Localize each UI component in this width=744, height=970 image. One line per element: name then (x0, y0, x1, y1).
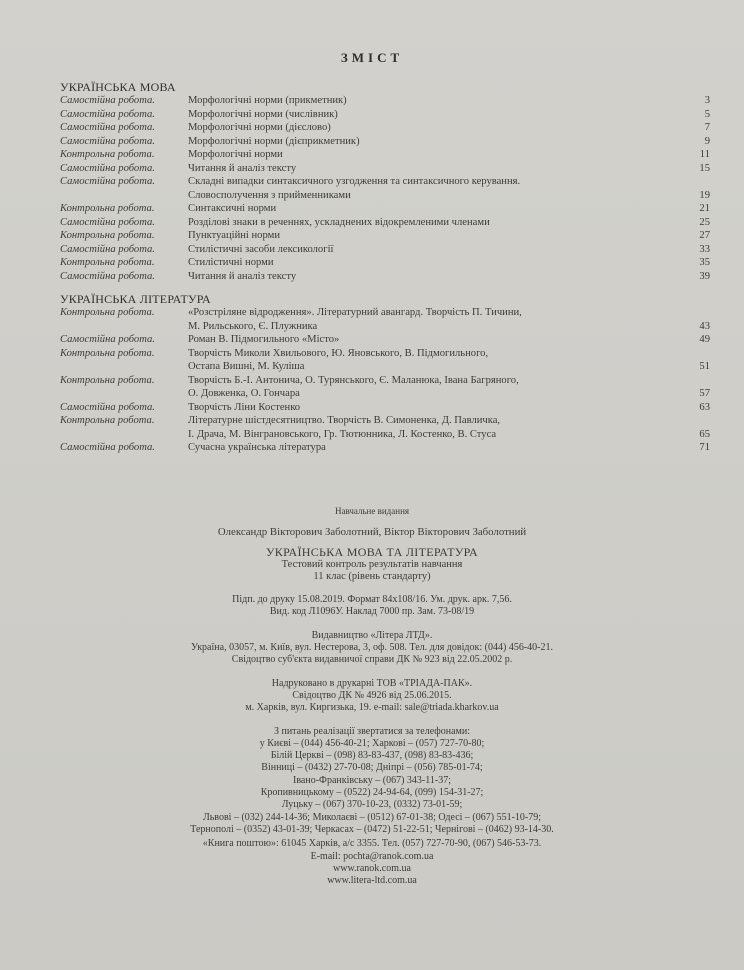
toc-entry-type: Самостійна робота. (60, 176, 155, 187)
toc-entry-title-line: Морфологічні норми (числівник) (188, 108, 338, 120)
toc-entry (60, 121, 710, 135)
toc-entry-title-line: Складні випадки синтаксичного узгодження та синтаксичного керування. (188, 176, 521, 187)
publisher-line: Україна, 03057, м. Київ, вул. Нестерова, 3, оф. 508. Тел. для довідок: (044) 456-40-21. (191, 642, 553, 654)
toc-entry-title (188, 148, 684, 162)
toc-entry-type: Контрольна робота. (60, 257, 155, 268)
section-heading: УКРАЇНСЬКА МОВА (60, 80, 176, 94)
toc-entry (60, 441, 710, 455)
toc-entry (60, 333, 710, 347)
toc-entry (60, 256, 710, 270)
toc-entry-title (188, 175, 684, 202)
book-grade: 11 клас (рівень стандарту) (313, 570, 431, 582)
toc-entry-title-line: Пунктуаційні норми (188, 230, 280, 241)
contents-title: ЗМІСТ (340, 50, 404, 65)
toc-entry-title (188, 270, 684, 284)
print-info-line: Вид. код Л1096У. Наклад 7000 пр. Зам. 73-08/19 (269, 606, 475, 618)
sales-line: Луцьку – (067) 370-10-23, (0332) 73-01-59; (281, 799, 463, 811)
toc-entry-title (188, 162, 684, 176)
toc-entry (60, 229, 710, 243)
toc-entry-type: Самостійна робота. (60, 442, 155, 453)
toc-entry-title-line: Творчість Миколи Хвильового, Ю. Яновського, В. Підмогильного, (188, 347, 489, 359)
sales-line: Івано-Франківську – (067) 343-11-37; (293, 774, 451, 786)
toc-entry-title-line: І. Драча, М. Вінграновського, Гр. Тютюнника, Л. Костенко, В. Стуса (188, 428, 497, 440)
print-info-line: Підп. до друку 15.08.2019. Формат 84x108/16. Ум. друк. арк. 7,56. (232, 594, 512, 606)
printer-line: Свідоцтво ДК № 4926 від 25.06.2015. (292, 689, 452, 701)
publisher-info (0, 630, 744, 667)
toc-entry-title-line: Морфологічні норми (дієслово) (188, 122, 331, 133)
toc-entry-title (188, 401, 684, 415)
toc-entry-page: 25 (699, 216, 710, 228)
toc-entry-page: 65 (699, 428, 710, 440)
toc-entry-type: Самостійна робота. (60, 401, 155, 413)
mail-order-line: «Книга поштою»: 61045 Харків, а/с 3355. Тел. (057) 727-70-90, (067) 546-53-73. (202, 838, 542, 850)
printer-info (0, 678, 744, 715)
toc-entry-page: 35 (699, 257, 710, 268)
sales-line: Львові – (032) 244-14-36; Миколаєві – (0512) 67-01-38; Одесі – (067) 551-10-79; (202, 811, 542, 823)
toc-list (60, 306, 710, 455)
toc-entry-page: 51 (699, 361, 710, 372)
toc-entry-title-line: Літературне шістдесятництво. Творчість В. Симоненка, Д. Павличка, (188, 415, 501, 426)
toc-entry-title (188, 347, 684, 374)
toc-entry-title-line: Морфологічні норми (188, 149, 283, 160)
toc-entry-type: Самостійна робота. (60, 95, 155, 106)
toc-entry (60, 202, 710, 216)
section-ukrainian-literature (60, 292, 710, 455)
toc-list (60, 94, 710, 283)
printer-line: Надруковано в друкарні ТОВ «ТРІАДА-ПАК». (271, 677, 473, 689)
toc-entry-title (188, 216, 684, 230)
toc-entry-page: 57 (699, 388, 710, 399)
toc-entry-title-line: Морфологічні норми (прикметник) (188, 95, 347, 106)
toc-entry-type: Самостійна робота. (60, 216, 155, 228)
sales-line: у Києві – (044) 456-40-21; Харкові – (057) 727-70-80; (259, 737, 485, 749)
toc-entry-title (188, 94, 684, 108)
toc-entry (60, 347, 710, 374)
toc-entry-type: Контрольна робота. (60, 149, 155, 160)
toc-entry-title-line: Розділові знаки в реченнях, ускладнених відокремленими членами (188, 216, 490, 228)
toc-entry-title-line: Читання й аналіз тексту (188, 162, 297, 174)
toc-entry (60, 216, 710, 230)
toc-entry (60, 374, 710, 401)
toc-entry (60, 135, 710, 149)
toc-entry-type: Контрольна робота. (60, 307, 155, 318)
toc-entry (60, 94, 710, 108)
toc-entry-title-line: Словосполучення з прийменниками (188, 189, 351, 201)
toc-entry-title (188, 441, 684, 455)
section-ukrainian-language (60, 80, 710, 283)
toc-entry-page: 63 (699, 401, 710, 413)
sales-line: З питань реалізації звертатися за телефонами: (273, 725, 471, 737)
toc-entry-title-line: О. Довженка, О. Гончара (188, 388, 300, 399)
toc-entry-title-line: «Розстріляне відродження». Літературний авангард. Творчість П. Тичини, (188, 307, 522, 318)
toc-entry (60, 306, 710, 333)
toc-entry-type: Контрольна робота. (60, 203, 155, 214)
sales-line: Кропивницькому – (0522) 24-94-64, (099) 154-31-27; (260, 787, 484, 799)
sales-line: Вінниці – (0432) 27-70-08; Дніпрі – (056) 785-01-74; (261, 762, 483, 774)
toc-entry (60, 162, 710, 176)
toc-entry-type: Контрольна робота. (60, 347, 155, 359)
toc-entry-type: Самостійна робота. (60, 270, 155, 282)
toc-entry-title-line: Синтаксичні норми (188, 203, 277, 214)
toc-entry-type: Самостійна робота. (60, 334, 155, 345)
sales-line: Білій Церкві – (098) 83-83-437, (098) 83-83-436; (270, 750, 474, 762)
toc-entry-title-line: Стилістичні норми (188, 257, 274, 268)
toc-entry-title-line: Творчість Ліни Костенко (188, 401, 301, 413)
toc-entry-title-line: Морфологічні норми (дієприкметник) (188, 135, 360, 147)
toc-entry-type: Контрольна робота. (60, 230, 155, 241)
toc-entry-page: 15 (699, 162, 710, 174)
imprint (0, 505, 744, 887)
toc-entry-title (188, 306, 684, 333)
toc-entry-title (188, 108, 684, 122)
toc-entry-title-line: Роман В. Підмогильного «Місто» (188, 334, 340, 345)
sales-line: Тернополі – (0352) 43-01-39; Черкасах – (0472) 51-22-51; Чернігові – (0462) 93-14-30. (190, 823, 554, 835)
toc-entry-title (188, 333, 684, 347)
mail-order-info (0, 838, 744, 887)
toc-entry-title-line: Остапа Вишні, М. Куліша (188, 361, 305, 372)
toc-entry-title (188, 135, 684, 149)
print-info (0, 594, 744, 619)
website-link[interactable]: www.litera-ltd.com.ua (327, 875, 417, 887)
toc-entry (60, 401, 710, 415)
toc-entry-type: Самостійна робота. (60, 108, 155, 120)
toc-entry-page: 3 (704, 95, 710, 106)
toc-entry-title (188, 202, 684, 216)
toc-entry (60, 414, 710, 441)
toc-entry-page: 33 (699, 243, 710, 255)
toc-entry-title-line: Творчість Б.-І. Антонича, О. Турянського, Є. Маланюка, Івана Багряного, (188, 374, 519, 386)
toc-entry-title (188, 414, 684, 441)
toc-entry-page: 7 (704, 122, 710, 133)
toc-entry-title (188, 256, 684, 270)
toc-entry-page: 9 (704, 135, 710, 147)
edition-type: Навчальне видання (334, 506, 410, 516)
toc-entry-type: Самостійна робота. (60, 243, 155, 255)
toc-entry-type: Контрольна робота. (60, 374, 155, 386)
toc-entry-page: 39 (699, 270, 710, 282)
toc-entry-title (188, 243, 684, 257)
toc-entry-page: 19 (699, 189, 710, 201)
toc-entry-page: 21 (699, 203, 710, 214)
toc-entry-page: 27 (699, 230, 710, 241)
toc-entry-title-line: М. Рильського, Є. Плужника (188, 320, 318, 332)
toc-entry (60, 270, 710, 284)
toc-entry-title (188, 121, 684, 135)
printer-line: м. Харків, вул. Киргизька, 19. e-mail: sale@triada.kharkov.ua (245, 702, 499, 714)
publisher-line: Свідоцтво суб'єкта видавничої справи ДК № 923 від 22.05.2002 р. (231, 654, 513, 666)
sales-info (0, 726, 744, 837)
toc-entry-page: 5 (704, 108, 710, 120)
toc-entry-page: 71 (699, 442, 710, 453)
authors: Олександр Вікторович Заболотний, Віктор Вікторович Заболотний (217, 526, 527, 539)
toc-entry-type: Самостійна робота. (60, 122, 155, 133)
toc-entry (60, 175, 710, 202)
book-subtitle: Тестовий контроль результатів навчання (281, 558, 463, 570)
website-link[interactable]: www.ranok.com.ua (333, 862, 411, 874)
toc-entry-page: 11 (699, 149, 710, 160)
toc-entry-type: Контрольна робота. (60, 415, 155, 426)
toc-entry-type: Самостійна робота. (60, 162, 155, 174)
toc-entry-title-line: Читання й аналіз тексту (188, 270, 297, 282)
toc-entry (60, 108, 710, 122)
toc-entry (60, 148, 710, 162)
toc-entry-page: 49 (699, 334, 710, 345)
publisher-line: Видавництво «Літера ЛТД». (311, 629, 433, 641)
toc-entry (60, 243, 710, 257)
toc-entry-page: 43 (699, 320, 710, 332)
toc-entry-type: Самостійна робота. (60, 135, 155, 147)
section-heading: УКРАЇНСЬКА ЛІТЕРАТУРА (60, 292, 211, 306)
toc-entry-title (188, 229, 684, 243)
toc-entry-title (188, 374, 684, 401)
email-link[interactable]: E-mail: pochta@ranok.com.ua (310, 850, 434, 862)
toc-entry-title-line: Стилістичні засоби лексикології (188, 243, 334, 255)
toc-entry-title-line: Сучасна українська література (188, 442, 326, 453)
book-title: УКРАЇНСЬКА МОВА ТА ЛІТЕРАТУРА (265, 544, 479, 559)
